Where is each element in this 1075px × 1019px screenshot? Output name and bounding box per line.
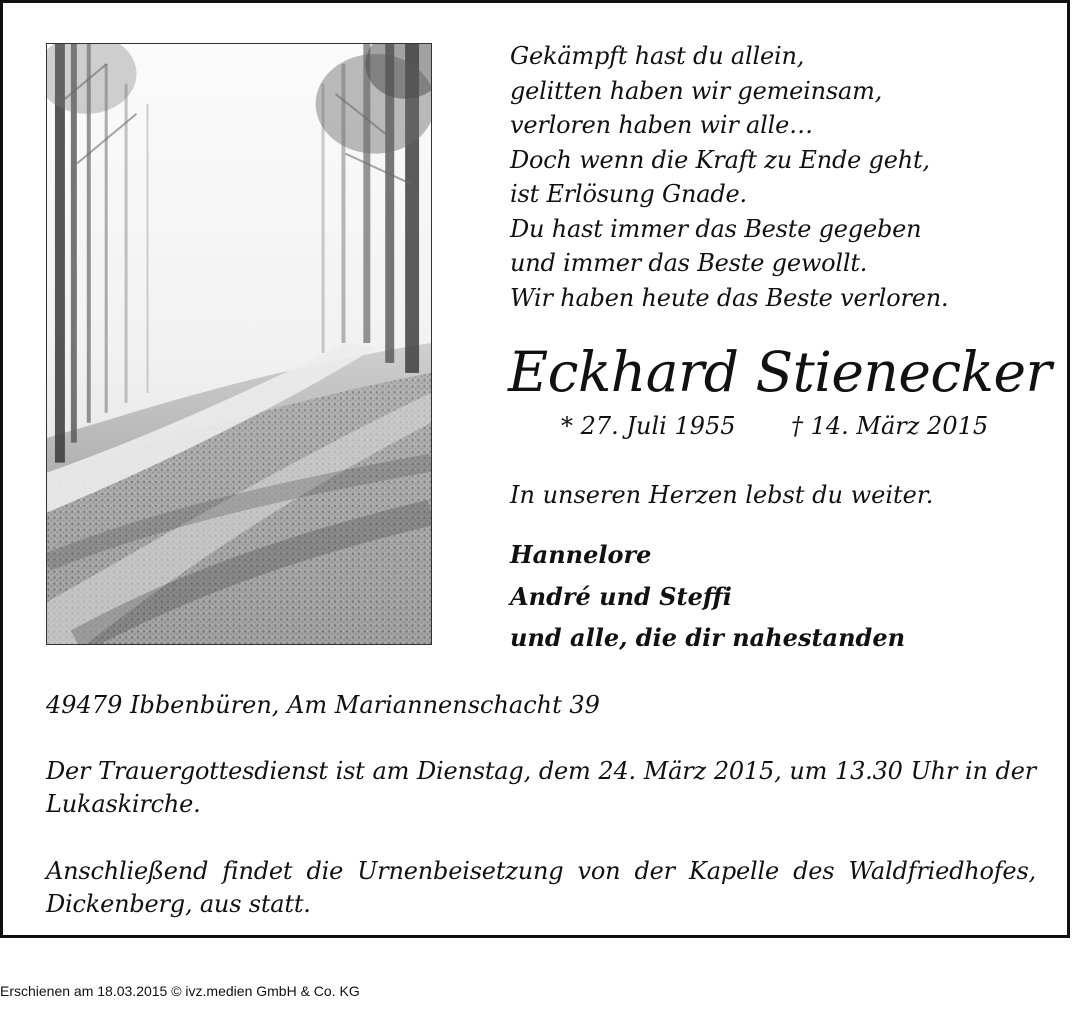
- poem-line: Doch wenn die Kraft zu Ende geht,: [510, 145, 930, 174]
- memorial-motto: In unseren Herzen lebst du weiter.: [510, 481, 934, 509]
- deceased-name: Eckhard Stienecker: [508, 340, 1052, 404]
- poem-line: gelitten haben wir gemeinsam,: [510, 76, 883, 105]
- family-address: 49479 Ibbenbüren, Am Mariannenschacht 39: [46, 691, 600, 719]
- poem-line: und immer das Beste gewollt.: [510, 249, 868, 277]
- birth-date: * 27. Juli 1955: [561, 412, 736, 440]
- poem-line: Gekämpft hast du allein,: [510, 42, 805, 70]
- mourner-name: André und Steffi: [510, 581, 732, 611]
- poem-line: Du hast immer das Beste gegeben: [510, 214, 922, 243]
- mourners-list: [510, 534, 905, 659]
- death-date: † 14. März 2015: [791, 412, 989, 440]
- poem-line: Wir haben heute das Beste verloren.: [510, 283, 949, 312]
- poem: [510, 39, 1050, 315]
- poem-line: ist Erlösung Gnade.: [510, 180, 747, 208]
- poem-line: verloren haben wir alle…: [510, 111, 813, 139]
- publication-footer: Erschienen am 18.03.2015 © ivz.medien GmbH & Co. KG: [0, 983, 360, 999]
- funeral-service-text: Der Trauergottesdienst ist am Dienstag, dem 24. März 2015, um 13.30 Uhr in der Lukaskirche.: [46, 757, 1036, 818]
- urn-burial-text: Anschließend findet die Urnenbeisetzung von der Kapelle des Waldfriedhofes, Dickenberg, aus statt.: [46, 857, 1036, 918]
- forest-path-illustration: [47, 44, 431, 644]
- forest-path-photo: [46, 43, 432, 645]
- mourner-name: und alle, die dir nahestanden: [510, 623, 906, 652]
- mourner-name: Hannelore: [510, 540, 652, 569]
